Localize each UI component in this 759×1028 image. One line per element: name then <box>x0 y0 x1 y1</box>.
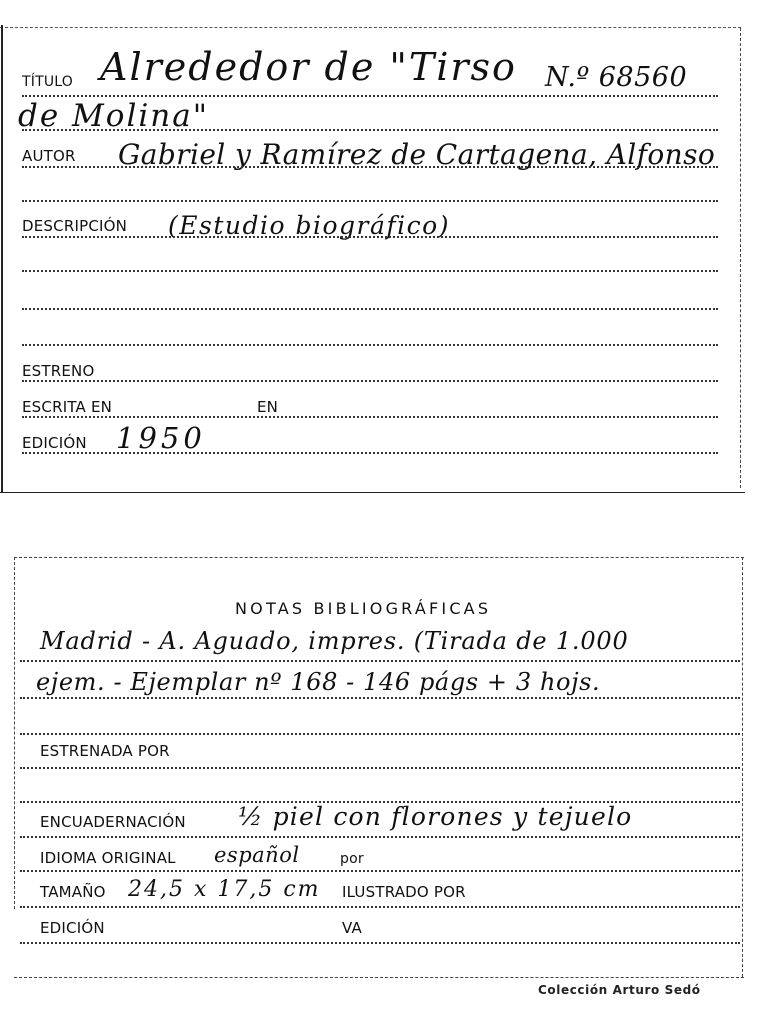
card2-bottom-border <box>14 977 744 978</box>
edicion2-label: EDICIÓN <box>40 919 105 937</box>
estrenada-por-label: ESTRENADA POR <box>40 742 170 760</box>
notes-rule-3 <box>20 733 740 735</box>
idioma-rule <box>20 870 740 872</box>
notas-heading: NOTAS BIBLIOGRÁFICAS <box>235 599 492 618</box>
titulo-rule <box>22 95 718 97</box>
edicion-value: 1950 <box>116 421 206 455</box>
idioma-original-label: IDIOMA ORIGINAL <box>40 849 176 867</box>
blank-rule-3 <box>22 308 718 310</box>
tamano-label: TAMAÑO <box>40 883 106 901</box>
card2-left-border <box>14 557 15 909</box>
notes-line-1: Madrid - A. Aguado, impres. (Tirada de 1.000 <box>40 627 629 655</box>
card1-right-border <box>740 28 741 488</box>
card1-bottom-border <box>0 492 745 493</box>
por-label: por <box>340 851 364 867</box>
descripcion-rule <box>22 236 718 238</box>
va-label: VA <box>342 919 362 937</box>
card2-right-border <box>742 557 743 977</box>
edicion-label: EDICIÓN <box>22 434 87 452</box>
descripcion-label: DESCRIPCIÓN <box>22 217 128 235</box>
titulo-value-line1: Alrededor de "Tirso <box>100 45 517 89</box>
blank-rule-4 <box>22 344 718 346</box>
card1-top-border <box>0 27 741 28</box>
notes-rule-1 <box>20 660 740 662</box>
blank-rule-1 <box>22 200 718 202</box>
en-label: EN <box>257 398 279 416</box>
titulo-rule-2 <box>22 129 718 131</box>
autor-value: Gabriel y Ramírez de Cartagena, Alfonso <box>118 138 716 171</box>
card2-top-border <box>14 557 744 558</box>
escrita-rule <box>22 416 718 418</box>
edicion-rule <box>22 452 718 454</box>
notes-rule-2 <box>20 697 740 699</box>
idioma-original-value: español <box>214 843 300 867</box>
autor-label: AUTOR <box>22 147 76 165</box>
catalog-number: N.º 68560 <box>545 62 688 93</box>
encuadernacion-label: ENCUADERNACIÓN <box>40 813 186 831</box>
autor-rule <box>22 166 718 168</box>
ilustrado-por-label: ILUSTRADO POR <box>342 883 466 901</box>
escrita-en-label: ESCRITA EN <box>22 398 113 416</box>
encuadernacion-rule <box>20 836 740 838</box>
estreno-label: ESTRENO <box>22 362 95 380</box>
descripcion-value: (Estudio biográfico) <box>168 211 450 240</box>
card1-left-border <box>1 25 3 493</box>
edicion2-rule <box>20 942 740 944</box>
titulo-value-line2: de Molina" <box>18 98 209 134</box>
tamano-rule <box>20 906 740 908</box>
notes-line-2: ejem. - Ejemplar nº 168 - 146 págs + 3 hojs. <box>36 668 601 696</box>
estreno-rule <box>22 380 718 382</box>
estrenada-rule <box>20 767 740 769</box>
tamano-value: 24,5 x 17,5 cm <box>128 877 321 902</box>
blank-rule-2 <box>22 270 718 272</box>
encuadernacion-value: ½ piel con florones y tejuelo <box>238 802 633 831</box>
titulo-label: TÍTULO <box>22 74 73 90</box>
collection-stamp: Colección Arturo Sedó <box>538 983 701 997</box>
